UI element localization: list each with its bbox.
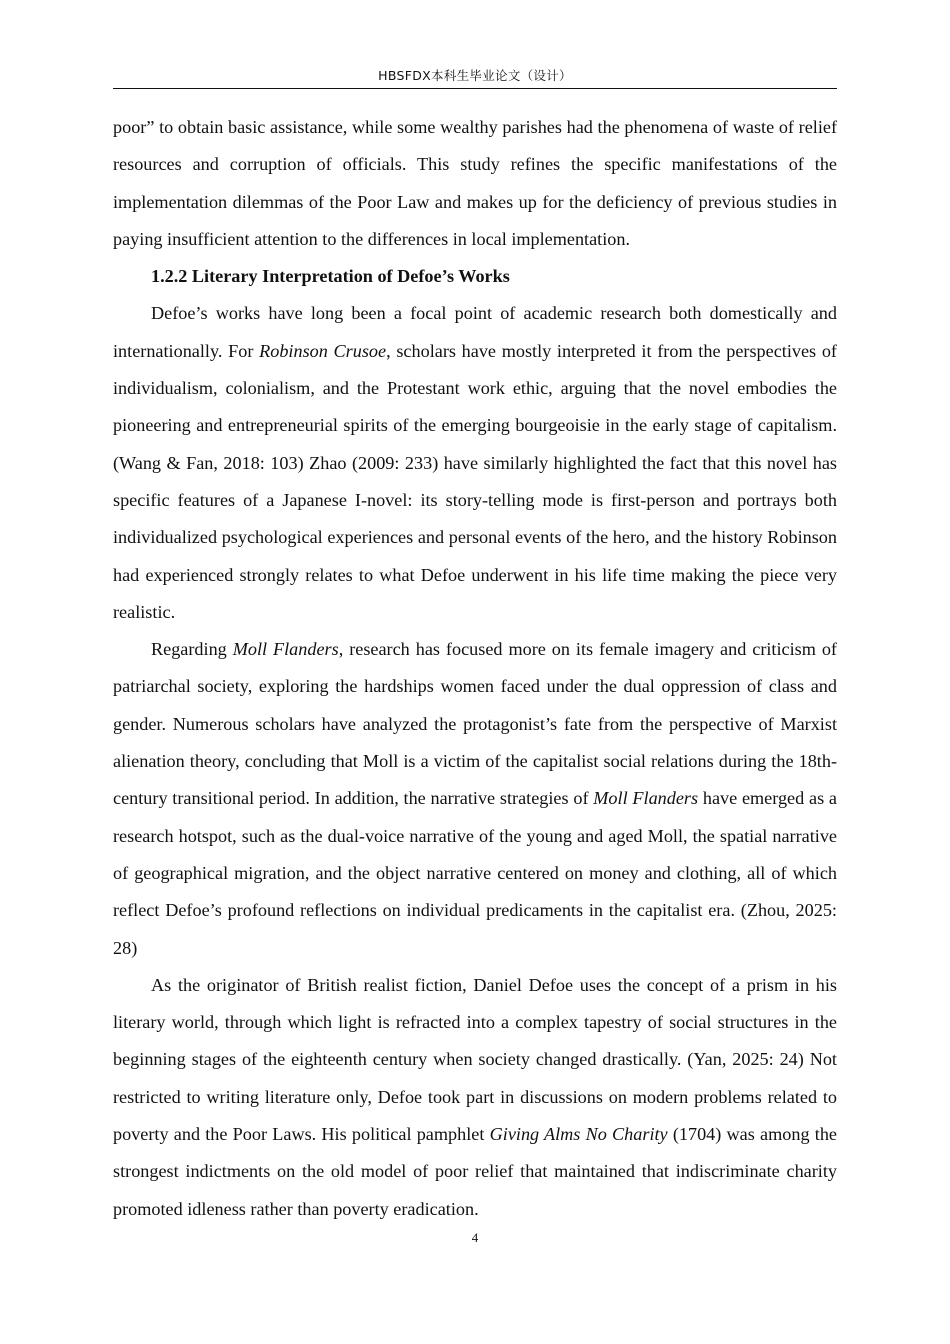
- continuation-paragraph: poor” to obtain basic assistance, while some wealthy parishes had the phenomena of waste of relief resources and corruption of officials. This study refines the specific manifestations of the implementation dilemmas of the Poor Law and makes up for the deficiency of previous studies in paying insufficient attention to the differences in local implementation.: [113, 117, 837, 249]
- paragraph-text: , scholars have mostly interpreted it from the perspectives of individualism, colonialism, and the Protestant work ethic, arguing that the novel embodies the pioneering and entrepreneurial spirits of the emerging bourgeoisie in the early stage of capitalism. (Wang & Fan, 2018: 103) Zhao (2009: 233) have similarly highlighted the fact that this novel has specific features of a Japanese I-novel: its story-telling mode is first-person and portrays both individualized psychological experiences and personal events of the hero, and the history Robinson had experienced strongly relates to what Defoe underwent in his life time making the piece very realistic.: [113, 340, 837, 622]
- paragraph-moll-flanders: [113, 631, 837, 967]
- book-title-robinson-crusoe: Robinson Crusoe: [259, 340, 387, 361]
- running-header: HBSFDX本科生毕业论文（设计）: [378, 68, 572, 83]
- book-title-moll-flanders: Moll Flanders: [232, 639, 339, 660]
- paragraph-defoe-works: [113, 295, 837, 631]
- paragraph-text: (1704) was among the strongest indictments on the old model of poor relief that maintained that indiscriminate charity promoted idleness rather than poverty eradication.: [113, 1124, 837, 1219]
- paragraph-realist-fiction: [113, 967, 837, 1228]
- section-heading: 1.2.2 Literary Interpretation of Defoe’s Works: [151, 266, 510, 287]
- book-title-moll-flanders: Moll Flanders: [593, 788, 699, 809]
- header-rule: [113, 88, 837, 89]
- pamphlet-title: Giving Alms No Charity: [489, 1124, 668, 1145]
- paragraph-text: Defoe’s works have long been a focal point of academic research both domestically and internationally. For: [113, 303, 837, 361]
- paragraph-text: As the originator of British realist fiction, Daniel Defoe uses the concept of a prism in his literary world, through which light is refracted into a complex tapestry of social structures in the beginning stages of the eighteenth century when society changed drastically. (Yan, 2025: 24) Not restricted to writing literature only, Defoe took part in discussions on modern problems related to poverty and the Poor Laws. His political pamphlet: [113, 974, 837, 1145]
- paragraph-text: , research has focused more on its female imagery and criticism of patriarchal society, exploring the hardships women faced under the dual oppression of class and gender. Numerous scholars have analyzed the protagonist’s fate from the perspective of Marxist alienation theory, concluding that Moll is a victim of the capitalist social relations during the 18th-century transitional period. In addition, the narrative strategies of: [113, 639, 837, 809]
- paragraph-text: Regarding: [151, 639, 233, 660]
- page-number: 4: [471, 1230, 479, 1245]
- body-text: [113, 109, 837, 1228]
- paragraph-text: have emerged as a research hotspot, such as the dual-voice narrative of the young and aged Moll, the spatial narrative of geographical migration, and the object narrative centered on money and clothing, all of which reflect Defoe’s profound reflections on individual predicaments in the capitalist era. (Zhou, 2025: 28): [113, 788, 837, 958]
